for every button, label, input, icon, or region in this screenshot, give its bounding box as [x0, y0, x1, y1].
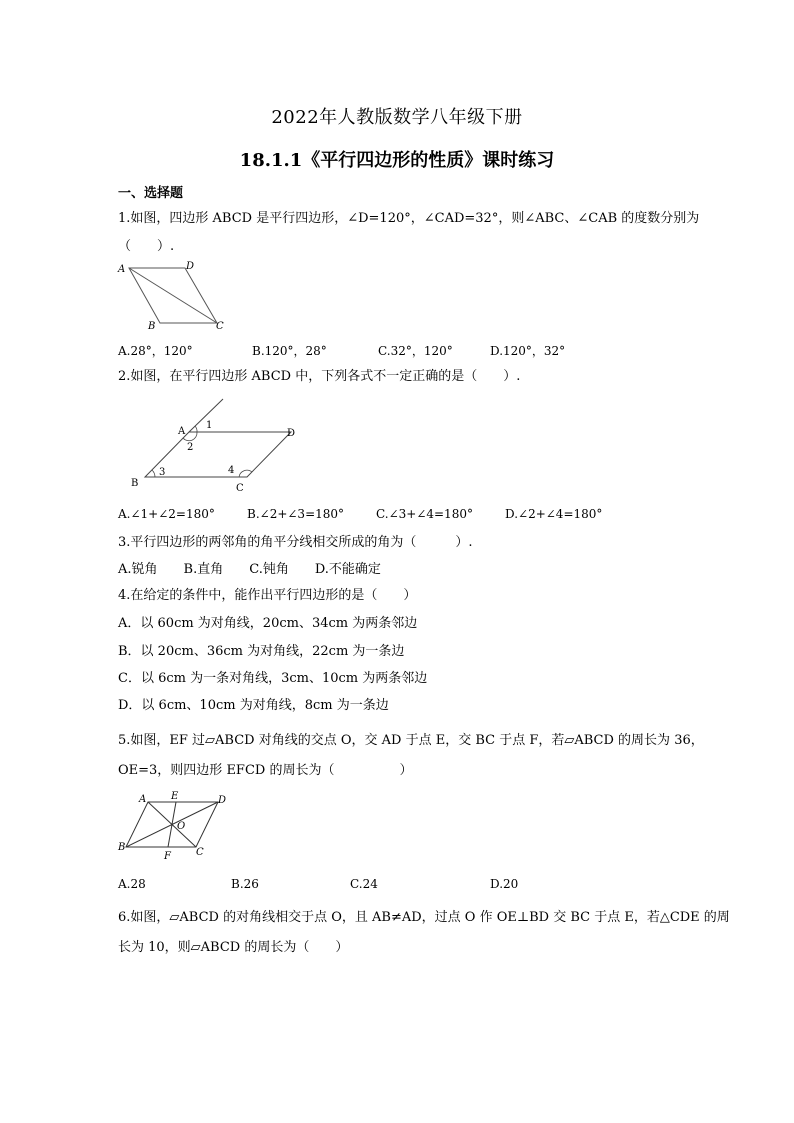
q1-option-d: D.120°，32°	[490, 344, 566, 358]
q2-angle-2: 2	[187, 442, 194, 453]
q5-option-c: C.24	[350, 877, 378, 891]
q2-option-b: B.∠2+∠3=180°	[247, 507, 345, 521]
q5-label-o: O	[177, 821, 186, 832]
q5-stem-line2: OE=3，则四边形 EFCD 的周长为（ ）	[118, 763, 413, 778]
q2-label-d: D	[287, 428, 296, 439]
q1-stem-line1: 1.如图，四边形 ABCD 是平行四边形，∠D=120°，∠CAD=32°，则∠ABC、∠CAB 的度数分别为	[118, 211, 700, 226]
q5-label-a: A	[139, 794, 147, 805]
worksheet-title: 2022年人教版数学八年级下册	[271, 107, 523, 128]
q4-option-c: C．以 6cm 为一条对角线，3cm、10cm 为两条邻边	[118, 671, 428, 686]
q3-stem: 3.平行四边形的两邻角的角平分线相交所成的角为（ ）.	[118, 535, 473, 550]
q5-segment-ef	[168, 802, 176, 847]
worksheet-subtitle: 18.1.1《平行四边形的性质》课时练习	[239, 150, 555, 171]
q5-option-b: B.26	[231, 877, 259, 891]
q1-option-a: A.28°，120°	[118, 344, 193, 358]
q6-stem-line1: 6.如图，▱ABCD 的对角线相交于点 O，且 AB≠AD，过点 O 作 OE⊥BD 交 BC 于点 E，若△CDE 的周	[118, 910, 730, 925]
q2-option-c: C.∠3+∠4=180°	[376, 507, 473, 521]
q1-stem-line2: （ ）.	[118, 239, 175, 254]
q2-angle-1: 1	[206, 420, 213, 431]
q2-parallelogram-figure	[125, 397, 310, 497]
q1-label-b: B	[148, 321, 156, 332]
q2-option-a: A.∠1+∠2=180°	[118, 507, 215, 521]
q5-option-a: A.28	[118, 877, 146, 891]
q5-label-e: E	[171, 791, 179, 802]
q1-label-d: D	[186, 261, 195, 272]
q2-label-c: C	[236, 483, 244, 494]
q1-option-b: B.120°，28°	[252, 344, 327, 358]
q6-stem-line2: 长为 10，则▱ABCD 的周长为（ ）	[118, 940, 349, 955]
q2-angle-3: 3	[159, 467, 166, 478]
q1-parallelogram-figure	[115, 258, 235, 333]
q2-angle-4: 4	[228, 465, 235, 476]
q5-label-d: D	[218, 795, 227, 806]
q5-parallelogram-figure	[116, 790, 236, 865]
q2-label-b: B	[131, 478, 139, 489]
q5-stem-line1: 5.如图，EF 过▱ABCD 对角线的交点 O，交 AD 于点 E，交 BC 于点 F，若▱ABCD 的周长为 36，	[118, 733, 704, 748]
q5-option-d: D.20	[490, 877, 519, 891]
q1-diagonal-ac	[129, 268, 217, 323]
q1-label-c: C	[216, 321, 224, 332]
q5-label-c: C	[196, 847, 204, 858]
q2-angle1-arc	[195, 426, 197, 432]
q1-label-a: A	[118, 264, 126, 275]
section-heading: 一、选择题	[118, 186, 184, 201]
q1-option-c: C.32°，120°	[378, 344, 453, 358]
q4-option-d: D．以 6cm、10cm 为对角线，8cm 为一条边	[118, 698, 389, 713]
q3-options: A.锐角 B.直角 C.钝角 D.不能确定	[118, 562, 381, 577]
q2-label-a: A	[178, 426, 186, 437]
q5-label-b: B	[118, 842, 126, 853]
q2-parallelogram	[145, 432, 291, 477]
q4-option-b: B．以 20cm、36cm 为对角线，22cm 为一条边	[118, 644, 405, 659]
q4-stem: 4.在给定的条件中，能作出平行四边形的是（ ）	[118, 588, 417, 603]
q5-label-f: F	[164, 851, 171, 862]
q2-stem: 2.如图，在平行四边形 ABCD 中，下列各式不一定正确的是（ ）.	[118, 369, 521, 384]
q4-option-a: A．以 60cm 为对角线，20cm、34cm 为两条邻边	[118, 616, 418, 631]
q2-option-d: D.∠2+∠4=180°	[505, 507, 603, 521]
q2-angle3-arc	[152, 470, 155, 477]
